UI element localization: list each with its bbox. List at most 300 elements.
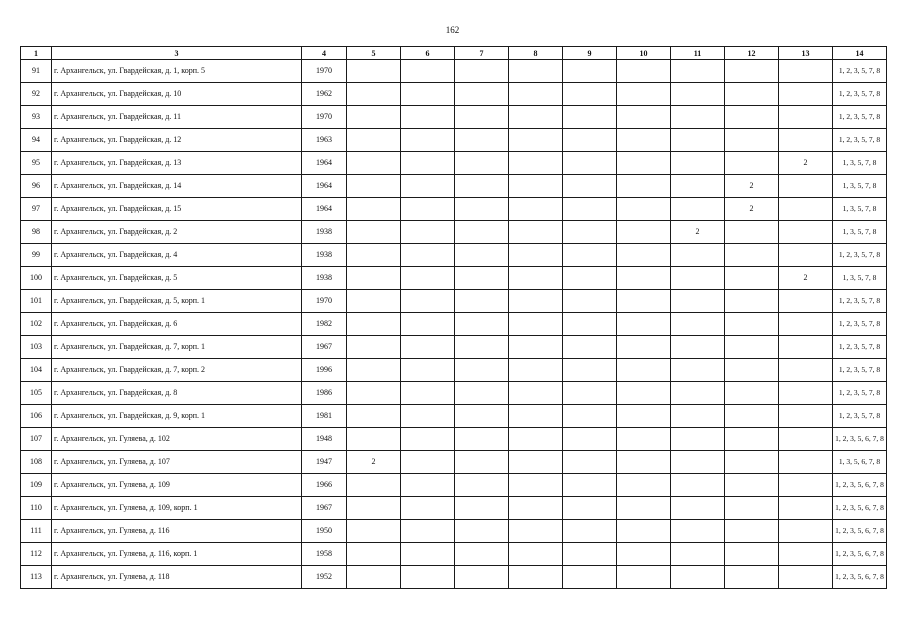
col13-cell (779, 106, 833, 129)
address-cell: г. Архангельск, ул. Гвардейская, д. 5 (52, 267, 302, 290)
col5-cell: 2 (347, 451, 401, 474)
col8-cell (509, 359, 563, 382)
address-cell: г. Архангельск, ул. Гвардейская, д. 7, корп. 1 (52, 336, 302, 359)
page-number: 162 (445, 25, 460, 35)
col8-cell (509, 543, 563, 566)
col10-cell (617, 359, 671, 382)
col5-cell (347, 520, 401, 543)
col14-cell: 1, 2, 3, 5, 7, 8 (833, 405, 887, 428)
col9-cell (563, 497, 617, 520)
year-cell: 1970 (302, 60, 347, 83)
col10-cell (617, 152, 671, 175)
col7-cell (455, 428, 509, 451)
col10-cell (617, 198, 671, 221)
col12-cell (725, 129, 779, 152)
address-cell: г. Архангельск, ул. Гуляева, д. 116 (52, 520, 302, 543)
table-row (21, 244, 887, 267)
col7-cell (455, 313, 509, 336)
year-cell: 1996 (302, 359, 347, 382)
col8-cell (509, 428, 563, 451)
col8-cell (509, 382, 563, 405)
address-cell: г. Архангельск, ул. Гвардейская, д. 10 (52, 83, 302, 106)
year-cell: 1947 (302, 451, 347, 474)
col11-cell (671, 175, 725, 198)
col12-cell (725, 244, 779, 267)
row-number-cell: 109 (21, 474, 52, 497)
row-number-cell: 91 (21, 60, 52, 83)
col11-cell (671, 290, 725, 313)
col9-cell (563, 267, 617, 290)
address-cell: г. Архангельск, ул. Гуляева, д. 109 (52, 474, 302, 497)
col7-cell (455, 290, 509, 313)
col12-cell: 2 (725, 198, 779, 221)
col11-cell (671, 428, 725, 451)
col9-cell (563, 106, 617, 129)
address-cell: г. Архангельск, ул. Гвардейская, д. 5, корп. 1 (52, 290, 302, 313)
col8-cell (509, 198, 563, 221)
address-cell: г. Архангельск, ул. Гвардейская, д. 13 (52, 152, 302, 175)
row-number-cell: 99 (21, 244, 52, 267)
col7-cell (455, 60, 509, 83)
col9-cell (563, 290, 617, 313)
row-number-cell: 101 (21, 290, 52, 313)
col12-cell (725, 497, 779, 520)
col5-cell (347, 129, 401, 152)
address-cell: г. Архангельск, ул. Гвардейская, д. 9, корп. 1 (52, 405, 302, 428)
col13-cell (779, 359, 833, 382)
address-cell: г. Архангельск, ул. Гвардейская, д. 11 (52, 106, 302, 129)
row-number-cell: 110 (21, 497, 52, 520)
col10-cell (617, 244, 671, 267)
table-body (21, 60, 887, 589)
col12-cell (725, 313, 779, 336)
col10-cell (617, 83, 671, 106)
address-cell: г. Архангельск, ул. Гвардейская, д. 4 (52, 244, 302, 267)
col5-cell (347, 221, 401, 244)
address-cell: г. Архангельск, ул. Гуляева, д. 102 (52, 428, 302, 451)
col8-cell (509, 474, 563, 497)
col5-cell (347, 290, 401, 313)
year-cell: 1963 (302, 129, 347, 152)
col13-cell (779, 175, 833, 198)
col11-cell (671, 474, 725, 497)
col12-cell (725, 359, 779, 382)
col5-cell (347, 336, 401, 359)
col9-cell (563, 221, 617, 244)
col13-cell: 2 (779, 267, 833, 290)
col11-cell (671, 566, 725, 589)
table-row (21, 566, 887, 589)
row-number-cell: 113 (21, 566, 52, 589)
col8-cell (509, 290, 563, 313)
col10-cell (617, 267, 671, 290)
col14-cell: 1, 2, 3, 5, 7, 8 (833, 336, 887, 359)
col11-cell (671, 313, 725, 336)
col7-cell (455, 152, 509, 175)
col6-cell (401, 313, 455, 336)
col13-cell: 2 (779, 152, 833, 175)
address-cell: г. Архангельск, ул. Гвардейская, д. 6 (52, 313, 302, 336)
col14-cell: 1, 2, 3, 5, 6, 7, 8 (833, 520, 887, 543)
table-row (21, 290, 887, 313)
col6-cell (401, 129, 455, 152)
col7-cell (455, 106, 509, 129)
table-row (21, 543, 887, 566)
col14-cell: 1, 2, 3, 5, 7, 8 (833, 244, 887, 267)
col12-cell (725, 221, 779, 244)
col9-cell (563, 152, 617, 175)
col8-cell (509, 106, 563, 129)
col11-cell (671, 152, 725, 175)
col6-cell (401, 267, 455, 290)
col14-cell: 1, 2, 3, 5, 7, 8 (833, 313, 887, 336)
col6-cell (401, 221, 455, 244)
col11-cell (671, 382, 725, 405)
year-cell: 1938 (302, 244, 347, 267)
col14-cell: 1, 2, 3, 5, 7, 8 (833, 382, 887, 405)
col11-cell (671, 405, 725, 428)
year-cell: 1970 (302, 290, 347, 313)
row-number-cell: 93 (21, 106, 52, 129)
col6-cell (401, 474, 455, 497)
table-row (21, 152, 887, 175)
col13-cell (779, 198, 833, 221)
col13-cell (779, 520, 833, 543)
col13-cell (779, 221, 833, 244)
col12-cell (725, 152, 779, 175)
col6-cell (401, 60, 455, 83)
col8-cell (509, 313, 563, 336)
col7-cell (455, 336, 509, 359)
table-row (21, 451, 887, 474)
column-header-14: 14 (833, 47, 887, 60)
col6-cell (401, 543, 455, 566)
col14-cell: 1, 3, 5, 7, 8 (833, 267, 887, 290)
column-header-5: 5 (347, 47, 401, 60)
table-row (21, 83, 887, 106)
col13-cell (779, 451, 833, 474)
col6-cell (401, 83, 455, 106)
col5-cell (347, 152, 401, 175)
col10-cell (617, 497, 671, 520)
col6-cell (401, 520, 455, 543)
col14-cell: 1, 3, 5, 7, 8 (833, 175, 887, 198)
col12-cell (725, 290, 779, 313)
col7-cell (455, 405, 509, 428)
year-cell: 1970 (302, 106, 347, 129)
col9-cell (563, 405, 617, 428)
col13-cell (779, 382, 833, 405)
table-header-row (21, 47, 887, 60)
row-number-cell: 107 (21, 428, 52, 451)
col11-cell (671, 83, 725, 106)
col13-cell (779, 290, 833, 313)
address-cell: г. Архангельск, ул. Гвардейская, д. 7, корп. 2 (52, 359, 302, 382)
col10-cell (617, 474, 671, 497)
col6-cell (401, 106, 455, 129)
column-header-11: 11 (671, 47, 725, 60)
col14-cell: 1, 2, 3, 5, 7, 8 (833, 60, 887, 83)
address-cell: г. Архангельск, ул. Гуляева, д. 118 (52, 566, 302, 589)
address-cell: г. Архангельск, ул. Гвардейская, д. 14 (52, 175, 302, 198)
col11-cell (671, 267, 725, 290)
col7-cell (455, 267, 509, 290)
table-row (21, 129, 887, 152)
col5-cell (347, 244, 401, 267)
row-number-cell: 112 (21, 543, 52, 566)
row-number-cell: 104 (21, 359, 52, 382)
table-row (21, 221, 887, 244)
table-row (21, 382, 887, 405)
col8-cell (509, 152, 563, 175)
col7-cell (455, 359, 509, 382)
col5-cell (347, 497, 401, 520)
column-header-1: 1 (21, 47, 52, 60)
row-number-cell: 100 (21, 267, 52, 290)
col12-cell (725, 451, 779, 474)
col11-cell: 2 (671, 221, 725, 244)
col14-cell: 1, 3, 5, 7, 8 (833, 221, 887, 244)
col12-cell (725, 428, 779, 451)
col7-cell (455, 474, 509, 497)
col5-cell (347, 566, 401, 589)
col8-cell (509, 520, 563, 543)
col9-cell (563, 60, 617, 83)
year-cell: 1962 (302, 83, 347, 106)
col9-cell (563, 451, 617, 474)
col6-cell (401, 290, 455, 313)
col9-cell (563, 382, 617, 405)
col5-cell (347, 428, 401, 451)
col7-cell (455, 451, 509, 474)
col12-cell (725, 474, 779, 497)
year-cell: 1982 (302, 313, 347, 336)
col5-cell (347, 405, 401, 428)
col6-cell (401, 428, 455, 451)
row-number-cell: 97 (21, 198, 52, 221)
col7-cell (455, 520, 509, 543)
col13-cell (779, 60, 833, 83)
col6-cell (401, 198, 455, 221)
col9-cell (563, 175, 617, 198)
col7-cell (455, 497, 509, 520)
col6-cell (401, 175, 455, 198)
col14-cell: 1, 3, 5, 7, 8 (833, 198, 887, 221)
col6-cell (401, 497, 455, 520)
col12-cell (725, 106, 779, 129)
col10-cell (617, 336, 671, 359)
col5-cell (347, 60, 401, 83)
year-cell: 1967 (302, 336, 347, 359)
column-header-4: 4 (302, 47, 347, 60)
col14-cell: 1, 2, 3, 5, 7, 8 (833, 83, 887, 106)
col11-cell (671, 497, 725, 520)
col13-cell (779, 543, 833, 566)
col14-cell: 1, 2, 3, 5, 7, 8 (833, 129, 887, 152)
table-row (21, 359, 887, 382)
table-row (21, 428, 887, 451)
col11-cell (671, 451, 725, 474)
table-row (21, 497, 887, 520)
col11-cell (671, 60, 725, 83)
col5-cell (347, 267, 401, 290)
address-cell: г. Архангельск, ул. Гвардейская, д. 15 (52, 198, 302, 221)
col14-cell: 1, 2, 3, 5, 6, 7, 8 (833, 428, 887, 451)
col5-cell (347, 359, 401, 382)
col6-cell (401, 382, 455, 405)
col6-cell (401, 244, 455, 267)
col8-cell (509, 175, 563, 198)
year-cell: 1964 (302, 152, 347, 175)
col10-cell (617, 129, 671, 152)
col14-cell: 1, 2, 3, 5, 7, 8 (833, 359, 887, 382)
col10-cell (617, 382, 671, 405)
table-row (21, 106, 887, 129)
col10-cell (617, 428, 671, 451)
col11-cell (671, 106, 725, 129)
col11-cell (671, 543, 725, 566)
col5-cell (347, 543, 401, 566)
column-header-12: 12 (725, 47, 779, 60)
col11-cell (671, 336, 725, 359)
column-header-9: 9 (563, 47, 617, 60)
year-cell: 1952 (302, 566, 347, 589)
col8-cell (509, 60, 563, 83)
col7-cell (455, 198, 509, 221)
col9-cell (563, 359, 617, 382)
col13-cell (779, 129, 833, 152)
column-header-10: 10 (617, 47, 671, 60)
year-cell: 1964 (302, 175, 347, 198)
year-cell: 1966 (302, 474, 347, 497)
col12-cell (725, 336, 779, 359)
col9-cell (563, 129, 617, 152)
row-number-cell: 111 (21, 520, 52, 543)
address-cell: г. Архангельск, ул. Гуляева, д. 107 (52, 451, 302, 474)
col10-cell (617, 106, 671, 129)
col10-cell (617, 520, 671, 543)
col10-cell (617, 451, 671, 474)
col12-cell (725, 60, 779, 83)
col13-cell (779, 566, 833, 589)
table-row (21, 405, 887, 428)
col8-cell (509, 497, 563, 520)
col9-cell (563, 520, 617, 543)
col14-cell: 1, 2, 3, 5, 6, 7, 8 (833, 566, 887, 589)
col5-cell (347, 198, 401, 221)
col8-cell (509, 244, 563, 267)
col7-cell (455, 244, 509, 267)
col11-cell (671, 129, 725, 152)
col10-cell (617, 221, 671, 244)
col7-cell (455, 221, 509, 244)
year-cell: 1958 (302, 543, 347, 566)
col10-cell (617, 566, 671, 589)
col14-cell: 1, 2, 3, 5, 6, 7, 8 (833, 497, 887, 520)
col5-cell (347, 83, 401, 106)
col12-cell (725, 83, 779, 106)
col9-cell (563, 244, 617, 267)
col6-cell (401, 336, 455, 359)
col8-cell (509, 405, 563, 428)
row-number-cell: 94 (21, 129, 52, 152)
address-cell: г. Архангельск, ул. Гвардейская, д. 1, корп. 5 (52, 60, 302, 83)
col14-cell: 1, 2, 3, 5, 6, 7, 8 (833, 474, 887, 497)
column-header-13: 13 (779, 47, 833, 60)
column-header-3: 3 (52, 47, 302, 60)
row-number-cell: 105 (21, 382, 52, 405)
col13-cell (779, 244, 833, 267)
table-row (21, 313, 887, 336)
row-number-cell: 95 (21, 152, 52, 175)
col7-cell (455, 566, 509, 589)
col9-cell (563, 543, 617, 566)
col12-cell (725, 566, 779, 589)
col9-cell (563, 428, 617, 451)
col10-cell (617, 313, 671, 336)
col7-cell (455, 83, 509, 106)
col14-cell: 1, 2, 3, 5, 6, 7, 8 (833, 543, 887, 566)
col13-cell (779, 336, 833, 359)
row-number-cell: 108 (21, 451, 52, 474)
column-header-8: 8 (509, 47, 563, 60)
col12-cell (725, 405, 779, 428)
row-number-cell: 92 (21, 83, 52, 106)
col11-cell (671, 244, 725, 267)
col6-cell (401, 451, 455, 474)
col12-cell: 2 (725, 175, 779, 198)
year-cell: 1986 (302, 382, 347, 405)
col8-cell (509, 221, 563, 244)
col8-cell (509, 566, 563, 589)
col13-cell (779, 313, 833, 336)
table-row (21, 520, 887, 543)
col6-cell (401, 152, 455, 175)
col14-cell: 1, 2, 3, 5, 7, 8 (833, 290, 887, 313)
col8-cell (509, 83, 563, 106)
col13-cell (779, 428, 833, 451)
col7-cell (455, 543, 509, 566)
col10-cell (617, 60, 671, 83)
col12-cell (725, 382, 779, 405)
col14-cell: 1, 2, 3, 5, 7, 8 (833, 106, 887, 129)
table-row (21, 60, 887, 83)
year-cell: 1981 (302, 405, 347, 428)
col9-cell (563, 313, 617, 336)
col5-cell (347, 175, 401, 198)
col12-cell (725, 267, 779, 290)
col11-cell (671, 198, 725, 221)
table-row (21, 336, 887, 359)
col9-cell (563, 566, 617, 589)
col13-cell (779, 497, 833, 520)
col9-cell (563, 83, 617, 106)
col10-cell (617, 405, 671, 428)
building-registry-table (20, 46, 887, 589)
col14-cell: 1, 3, 5, 6, 7, 8 (833, 451, 887, 474)
column-header-6: 6 (401, 47, 455, 60)
address-cell: г. Архангельск, ул. Гуляева, д. 116, корп. 1 (52, 543, 302, 566)
table-row (21, 175, 887, 198)
year-cell: 1967 (302, 497, 347, 520)
col8-cell (509, 336, 563, 359)
address-cell: г. Архангельск, ул. Гвардейская, д. 2 (52, 221, 302, 244)
col13-cell (779, 405, 833, 428)
col11-cell (671, 359, 725, 382)
col9-cell (563, 474, 617, 497)
col10-cell (617, 543, 671, 566)
col13-cell (779, 474, 833, 497)
